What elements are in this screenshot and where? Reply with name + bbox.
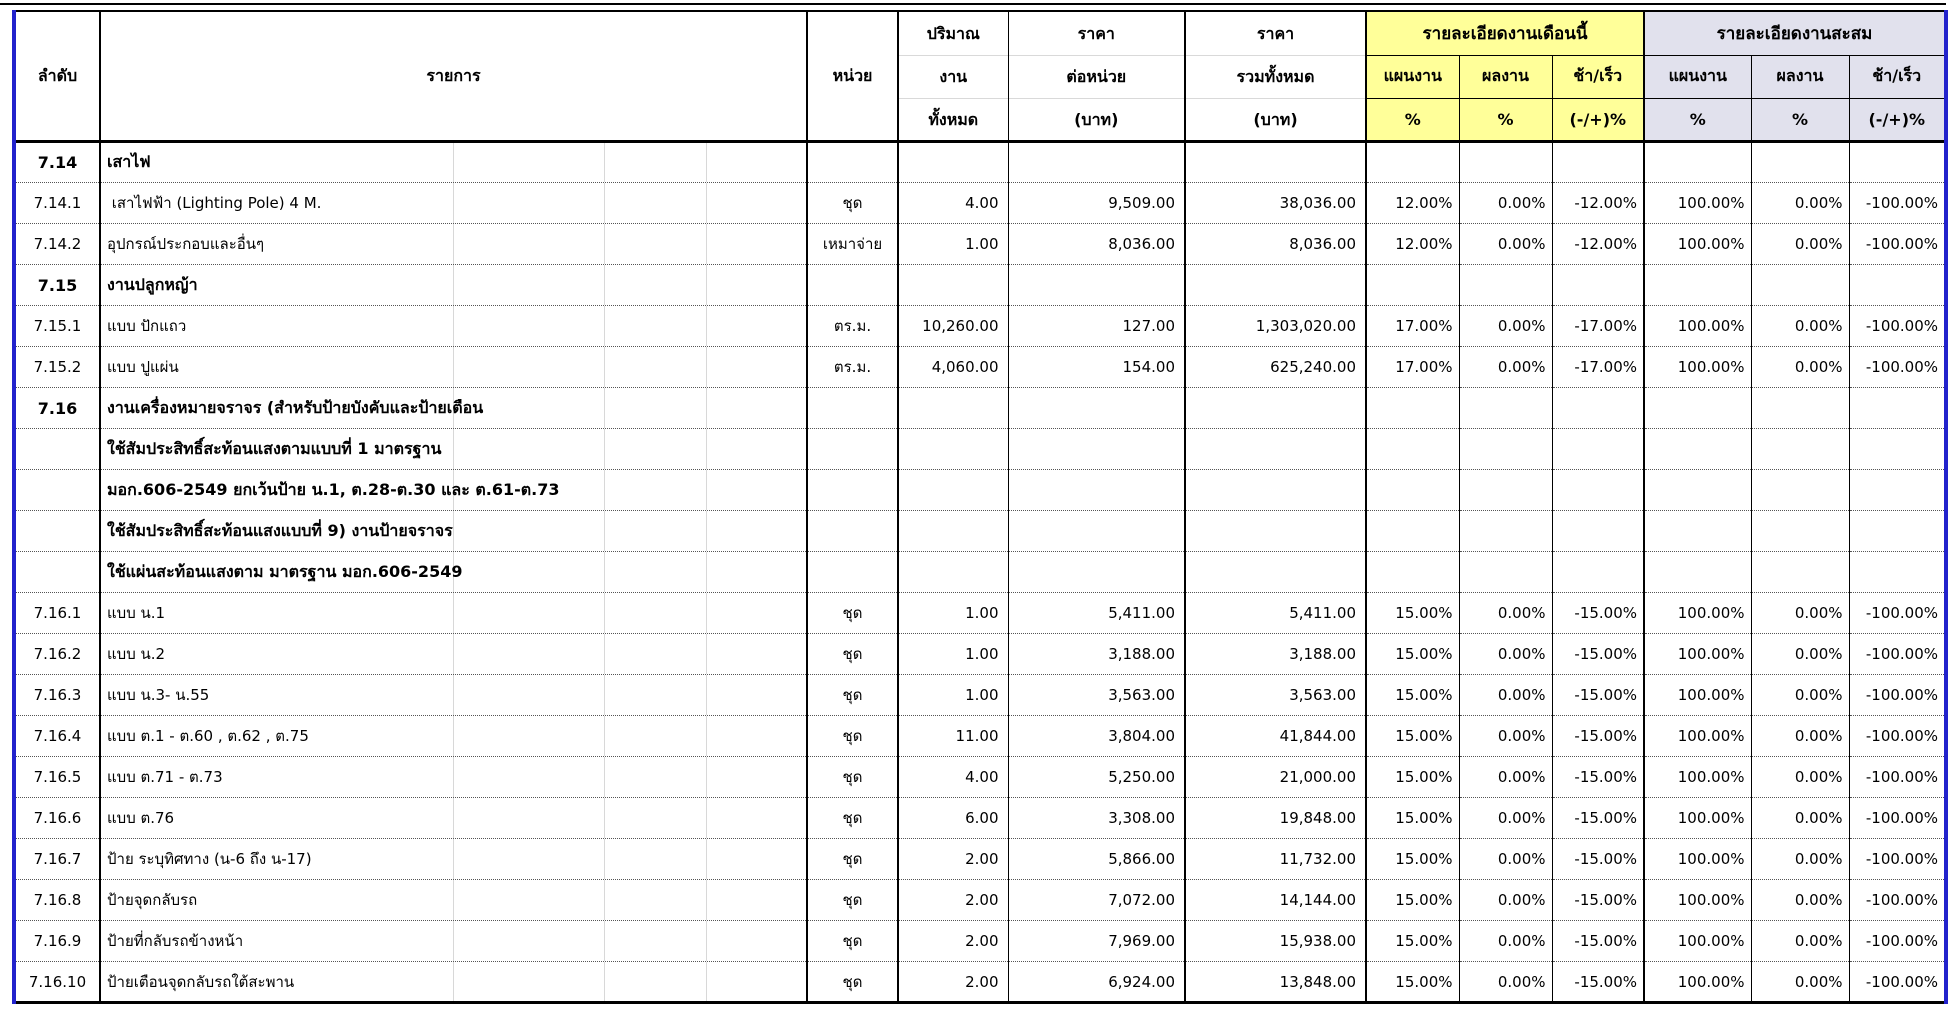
- cell-unit-price: 6,924.00: [1008, 962, 1185, 1003]
- table-row: [14, 429, 1946, 470]
- table-body: [14, 142, 1946, 1003]
- header-cum-plan: แผนงาน: [1644, 55, 1751, 98]
- cell-no: [14, 429, 100, 470]
- cell-unit: [807, 429, 898, 470]
- cell-month-actual: 0.00%: [1459, 593, 1552, 634]
- header-month-actual-unit: %: [1459, 98, 1552, 141]
- cell-cum-plan: [1644, 429, 1751, 470]
- cell-unit-price: [1008, 552, 1185, 593]
- cell-total-price: 21,000.00: [1185, 757, 1366, 798]
- cell-month-plan: [1366, 142, 1459, 183]
- cell-cum-diff: [1849, 142, 1946, 183]
- cell-item: แบบ ต.71 - ต.73: [100, 757, 807, 798]
- cell-no: 7.16.10: [14, 962, 100, 1003]
- cell-no: 7.16.9: [14, 921, 100, 962]
- cell-unit: [807, 142, 898, 183]
- cell-cum-actual: [1751, 511, 1849, 552]
- cell-cum-plan: 100.00%: [1644, 921, 1751, 962]
- cell-cum-plan: 100.00%: [1644, 757, 1751, 798]
- cell-quantity: [898, 429, 1008, 470]
- cell-month-diff: -15.00%: [1552, 634, 1644, 675]
- cell-month-actual: [1459, 388, 1552, 429]
- cell-cum-actual: 0.00%: [1751, 880, 1849, 921]
- cell-quantity: [898, 470, 1008, 511]
- cell-month-plan: 12.00%: [1366, 224, 1459, 265]
- table-row: [14, 921, 1946, 962]
- cell-item: อุปกรณ์ประกอบและอื่นๆ: [100, 224, 807, 265]
- cell-month-plan: 15.00%: [1366, 798, 1459, 839]
- cell-cum-plan: 100.00%: [1644, 634, 1751, 675]
- cell-total-price: 11,732.00: [1185, 839, 1366, 880]
- cell-no: 7.16.1: [14, 593, 100, 634]
- cell-month-diff: [1552, 388, 1644, 429]
- cell-no: 7.15: [14, 265, 100, 306]
- table-row: [14, 757, 1946, 798]
- cell-unit: [807, 388, 898, 429]
- header-month-actual: ผลงาน: [1459, 55, 1552, 98]
- cell-no: [14, 511, 100, 552]
- cell-unit: [807, 511, 898, 552]
- cell-total-price: 3,563.00: [1185, 675, 1366, 716]
- cell-month-plan: 15.00%: [1366, 880, 1459, 921]
- cell-item: แบบ ต.1 - ต.60 , ต.62 , ต.75: [100, 716, 807, 757]
- cell-unit: ชุด: [807, 634, 898, 675]
- cell-cum-diff: -100.00%: [1849, 224, 1946, 265]
- cell-cum-diff: -100.00%: [1849, 839, 1946, 880]
- cell-cum-diff: [1849, 265, 1946, 306]
- cell-month-diff: -15.00%: [1552, 798, 1644, 839]
- cell-unit-price: 3,188.00: [1008, 634, 1185, 675]
- header-cum-diff: ช้า/เร็ว: [1849, 55, 1946, 98]
- cell-unit: ชุด: [807, 757, 898, 798]
- cell-no: 7.16.8: [14, 880, 100, 921]
- cell-quantity: 2.00: [898, 962, 1008, 1003]
- cell-no: 7.16.7: [14, 839, 100, 880]
- cell-item: ใช้สัมประสิทธิ์สะท้อนแสงแบบที่ 9) งานป้ายจราจร: [100, 511, 807, 552]
- header-group-cumulative: รายละเอียดงานสะสม: [1644, 11, 1946, 55]
- cell-month-diff: -15.00%: [1552, 757, 1644, 798]
- cell-cum-diff: -100.00%: [1849, 798, 1946, 839]
- cell-cum-plan: 100.00%: [1644, 306, 1751, 347]
- cell-item: แบบ น.1: [100, 593, 807, 634]
- cell-cum-diff: -100.00%: [1849, 757, 1946, 798]
- cell-unit: เหมาจ่าย: [807, 224, 898, 265]
- cell-cum-actual: [1751, 552, 1849, 593]
- cell-cum-actual: 0.00%: [1751, 798, 1849, 839]
- cell-month-diff: [1552, 511, 1644, 552]
- table-row: [14, 388, 1946, 429]
- cell-no: 7.16.2: [14, 634, 100, 675]
- cell-unit-price: [1008, 265, 1185, 306]
- cell-month-diff: -15.00%: [1552, 675, 1644, 716]
- cell-cum-actual: 0.00%: [1751, 921, 1849, 962]
- cell-item: ป้ายที่กลับรถข้างหน้า: [100, 921, 807, 962]
- cell-cum-actual: 0.00%: [1751, 962, 1849, 1003]
- cell-unit: ชุด: [807, 921, 898, 962]
- cell-month-plan: [1366, 552, 1459, 593]
- cell-quantity: [898, 511, 1008, 552]
- cell-total-price: 5,411.00: [1185, 593, 1366, 634]
- cell-no: 7.16.6: [14, 798, 100, 839]
- cell-item: งานปลูกหญ้า: [100, 265, 807, 306]
- header-month-plan: แผนงาน: [1366, 55, 1459, 98]
- cell-quantity: 1.00: [898, 224, 1008, 265]
- header-no: ลำดับ: [14, 11, 100, 142]
- cell-cum-plan: [1644, 511, 1751, 552]
- cell-cum-plan: [1644, 265, 1751, 306]
- cell-cum-plan: [1644, 552, 1751, 593]
- header-cum-actual-unit: %: [1751, 98, 1849, 141]
- table-row: [14, 634, 1946, 675]
- progress-table: [12, 10, 1948, 1004]
- table-row: [14, 716, 1946, 757]
- cell-month-diff: -17.00%: [1552, 347, 1644, 388]
- cell-item: ป้ายเตือนจุดกลับรถใต้สะพาน: [100, 962, 807, 1003]
- cell-cum-actual: 0.00%: [1751, 306, 1849, 347]
- cell-cum-actual: [1751, 388, 1849, 429]
- cell-month-plan: [1366, 511, 1459, 552]
- table-row: [14, 962, 1946, 1003]
- cell-month-actual: 0.00%: [1459, 839, 1552, 880]
- cell-cum-actual: 0.00%: [1751, 675, 1849, 716]
- cell-unit: ชุด: [807, 675, 898, 716]
- cell-unit-price: [1008, 429, 1185, 470]
- cell-no: [14, 552, 100, 593]
- cell-unit-price: 7,969.00: [1008, 921, 1185, 962]
- cell-month-plan: 15.00%: [1366, 675, 1459, 716]
- cell-quantity: 6.00: [898, 798, 1008, 839]
- table-row: [14, 224, 1946, 265]
- cell-quantity: [898, 265, 1008, 306]
- cell-cum-actual: [1751, 265, 1849, 306]
- cell-month-diff: -12.00%: [1552, 183, 1644, 224]
- table-row: [14, 593, 1946, 634]
- cell-unit-price: 154.00: [1008, 347, 1185, 388]
- cell-quantity: 4.00: [898, 183, 1008, 224]
- cell-month-actual: 0.00%: [1459, 224, 1552, 265]
- cell-item: เสาไฟฟ้า (Lighting Pole) 4 M.: [100, 183, 807, 224]
- cell-month-plan: 15.00%: [1366, 593, 1459, 634]
- cell-quantity: 1.00: [898, 634, 1008, 675]
- cell-total-price: [1185, 552, 1366, 593]
- cell-cum-plan: 100.00%: [1644, 716, 1751, 757]
- header-unit: หน่วย: [807, 11, 898, 142]
- cell-unit: ชุด: [807, 716, 898, 757]
- cell-quantity: [898, 388, 1008, 429]
- cell-cum-actual: [1751, 470, 1849, 511]
- header-group-month: รายละเอียดงานเดือนนี้: [1366, 11, 1644, 55]
- cell-month-actual: 0.00%: [1459, 347, 1552, 388]
- cell-cum-plan: 100.00%: [1644, 224, 1751, 265]
- cell-cum-plan: [1644, 142, 1751, 183]
- table-row: [14, 265, 1946, 306]
- table-row: [14, 552, 1946, 593]
- cell-unit: ตร.ม.: [807, 347, 898, 388]
- cell-unit-price: [1008, 470, 1185, 511]
- cell-month-plan: 15.00%: [1366, 634, 1459, 675]
- cell-cum-plan: 100.00%: [1644, 962, 1751, 1003]
- cell-item: แบบ น.2: [100, 634, 807, 675]
- cell-cum-actual: 0.00%: [1751, 757, 1849, 798]
- cell-cum-diff: -100.00%: [1849, 716, 1946, 757]
- cell-cum-diff: -100.00%: [1849, 962, 1946, 1003]
- cell-cum-diff: -100.00%: [1849, 593, 1946, 634]
- cell-cum-diff: -100.00%: [1849, 347, 1946, 388]
- cell-month-diff: -12.00%: [1552, 224, 1644, 265]
- table-row: [14, 142, 1946, 183]
- cell-total-price: [1185, 429, 1366, 470]
- cell-month-diff: -15.00%: [1552, 593, 1644, 634]
- table-row: [14, 675, 1946, 716]
- cell-cum-plan: [1644, 470, 1751, 511]
- cell-quantity: 2.00: [898, 839, 1008, 880]
- cell-month-diff: [1552, 429, 1644, 470]
- cell-cum-diff: [1849, 470, 1946, 511]
- cell-month-actual: 0.00%: [1459, 183, 1552, 224]
- cell-unit-price: 3,563.00: [1008, 675, 1185, 716]
- cell-month-plan: 15.00%: [1366, 839, 1459, 880]
- cell-unit: ชุด: [807, 880, 898, 921]
- cell-unit-price: 3,804.00: [1008, 716, 1185, 757]
- cell-quantity: 10,260.00: [898, 306, 1008, 347]
- cell-unit-price: [1008, 142, 1185, 183]
- cell-month-actual: 0.00%: [1459, 675, 1552, 716]
- cell-month-diff: -17.00%: [1552, 306, 1644, 347]
- cell-cum-diff: -100.00%: [1849, 306, 1946, 347]
- cell-cum-actual: [1751, 142, 1849, 183]
- cell-unit: ชุด: [807, 593, 898, 634]
- cell-month-diff: -15.00%: [1552, 880, 1644, 921]
- cell-total-price: 19,848.00: [1185, 798, 1366, 839]
- cell-cum-actual: 0.00%: [1751, 183, 1849, 224]
- cell-cum-actual: 0.00%: [1751, 347, 1849, 388]
- cell-total-price: 625,240.00: [1185, 347, 1366, 388]
- cell-no: 7.14.1: [14, 183, 100, 224]
- cell-unit: [807, 470, 898, 511]
- cell-month-actual: 0.00%: [1459, 306, 1552, 347]
- cell-month-diff: -15.00%: [1552, 716, 1644, 757]
- cell-month-diff: -15.00%: [1552, 921, 1644, 962]
- cell-month-actual: 0.00%: [1459, 634, 1552, 675]
- table-row: [14, 880, 1946, 921]
- cell-cum-plan: 100.00%: [1644, 798, 1751, 839]
- cell-month-actual: 0.00%: [1459, 962, 1552, 1003]
- cell-month-actual: [1459, 265, 1552, 306]
- spreadsheet-print-view: [12, 10, 1948, 1004]
- table-row: [14, 511, 1946, 552]
- cell-month-actual: [1459, 142, 1552, 183]
- cell-month-actual: 0.00%: [1459, 757, 1552, 798]
- table-row: [14, 183, 1946, 224]
- cell-cum-plan: 100.00%: [1644, 880, 1751, 921]
- header-quantity: ปริมาณ งาน ทั้งหมด: [898, 11, 1008, 142]
- cell-no: 7.16: [14, 388, 100, 429]
- cell-month-actual: 0.00%: [1459, 798, 1552, 839]
- cell-month-actual: [1459, 429, 1552, 470]
- cell-item: แบบ ปูแผ่น: [100, 347, 807, 388]
- cell-item: ใช้สัมประสิทธิ์สะท้อนแสงตามแบบที่ 1 มาตรฐาน: [100, 429, 807, 470]
- cell-total-price: 14,144.00: [1185, 880, 1366, 921]
- cell-total-price: 1,303,020.00: [1185, 306, 1366, 347]
- cell-unit: ชุด: [807, 798, 898, 839]
- cell-quantity: 4.00: [898, 757, 1008, 798]
- cell-unit-price: 5,866.00: [1008, 839, 1185, 880]
- cell-unit-price: 9,509.00: [1008, 183, 1185, 224]
- cell-unit-price: 127.00: [1008, 306, 1185, 347]
- cell-month-actual: [1459, 511, 1552, 552]
- cell-cum-plan: 100.00%: [1644, 183, 1751, 224]
- cell-no: 7.14: [14, 142, 100, 183]
- cell-item: แบบ ต.76: [100, 798, 807, 839]
- header-cum-plan-unit: %: [1644, 98, 1751, 141]
- table-row: [14, 839, 1946, 880]
- cell-cum-actual: 0.00%: [1751, 634, 1849, 675]
- header-item: รายการ: [100, 11, 807, 142]
- cell-no: 7.16.4: [14, 716, 100, 757]
- cell-unit-price: 5,250.00: [1008, 757, 1185, 798]
- cell-cum-plan: 100.00%: [1644, 347, 1751, 388]
- cell-item: มอก.606-2549 ยกเว้นป้าย น.1, ต.28-ต.30 และ ต.61-ต.73: [100, 470, 807, 511]
- cell-month-plan: 17.00%: [1366, 347, 1459, 388]
- cell-cum-diff: [1849, 388, 1946, 429]
- header-month-plan-unit: %: [1366, 98, 1459, 141]
- table-header: [14, 11, 1946, 142]
- cell-item: แบบ ปักแถว: [100, 306, 807, 347]
- cell-cum-diff: -100.00%: [1849, 921, 1946, 962]
- cell-no: [14, 470, 100, 511]
- cell-no: 7.15.2: [14, 347, 100, 388]
- cell-total-price: 3,188.00: [1185, 634, 1366, 675]
- cell-total-price: [1185, 388, 1366, 429]
- cell-cum-plan: 100.00%: [1644, 593, 1751, 634]
- cell-month-diff: -15.00%: [1552, 839, 1644, 880]
- cell-month-actual: 0.00%: [1459, 880, 1552, 921]
- cell-unit: ตร.ม.: [807, 306, 898, 347]
- cell-total-price: 38,036.00: [1185, 183, 1366, 224]
- cell-month-actual: [1459, 552, 1552, 593]
- cell-cum-actual: 0.00%: [1751, 224, 1849, 265]
- cell-cum-actual: 0.00%: [1751, 839, 1849, 880]
- cell-item: ป้าย ระบุทิศทาง (น-6 ถึง น-17): [100, 839, 807, 880]
- cell-unit: ชุด: [807, 183, 898, 224]
- cell-month-plan: 15.00%: [1366, 716, 1459, 757]
- cell-item: งานเครื่องหมายจราจร (สำหรับป้ายบังคับและป้ายเตือน: [100, 388, 807, 429]
- cell-month-plan: [1366, 388, 1459, 429]
- cell-month-plan: [1366, 429, 1459, 470]
- cell-month-actual: 0.00%: [1459, 716, 1552, 757]
- table-row: [14, 347, 1946, 388]
- cell-month-plan: [1366, 265, 1459, 306]
- header-unit-price: ราคา ต่อหน่วย (บาท): [1008, 11, 1185, 142]
- cell-unit-price: [1008, 388, 1185, 429]
- header-month-diff-unit: (-/+)%: [1552, 98, 1644, 141]
- cell-cum-diff: [1849, 429, 1946, 470]
- cell-quantity: [898, 142, 1008, 183]
- cell-quantity: 2.00: [898, 880, 1008, 921]
- cell-month-diff: -15.00%: [1552, 962, 1644, 1003]
- table-row: [14, 306, 1946, 347]
- cell-cum-actual: [1751, 429, 1849, 470]
- cell-cum-diff: -100.00%: [1849, 880, 1946, 921]
- cell-total-price: 15,938.00: [1185, 921, 1366, 962]
- page-top-rule: [0, 3, 1946, 5]
- cell-unit: ชุด: [807, 839, 898, 880]
- cell-item: ป้ายจุดกลับรถ: [100, 880, 807, 921]
- cell-item: เสาไฟ: [100, 142, 807, 183]
- cell-item: ใช้แผ่นสะท้อนแสงตาม มาตรฐาน มอก.606-2549: [100, 552, 807, 593]
- cell-quantity: 1.00: [898, 675, 1008, 716]
- cell-cum-plan: [1644, 388, 1751, 429]
- cell-total-price: 13,848.00: [1185, 962, 1366, 1003]
- cell-no: 7.14.2: [14, 224, 100, 265]
- table-row: [14, 798, 1946, 839]
- header-month-diff: ช้า/เร็ว: [1552, 55, 1644, 98]
- cell-quantity: 2.00: [898, 921, 1008, 962]
- cell-cum-diff: -100.00%: [1849, 183, 1946, 224]
- cell-unit: [807, 552, 898, 593]
- cell-unit: [807, 265, 898, 306]
- table-row: [14, 470, 1946, 511]
- cell-cum-diff: -100.00%: [1849, 675, 1946, 716]
- cell-month-actual: 0.00%: [1459, 921, 1552, 962]
- header-total-price: ราคา รวมทั้งหมด (บาท): [1185, 11, 1366, 142]
- cell-month-diff: [1552, 552, 1644, 593]
- cell-month-plan: 17.00%: [1366, 306, 1459, 347]
- cell-unit-price: 3,308.00: [1008, 798, 1185, 839]
- header-cum-actual: ผลงาน: [1751, 55, 1849, 98]
- cell-total-price: [1185, 265, 1366, 306]
- cell-month-plan: 15.00%: [1366, 757, 1459, 798]
- cell-cum-plan: 100.00%: [1644, 839, 1751, 880]
- cell-cum-diff: [1849, 552, 1946, 593]
- cell-total-price: 41,844.00: [1185, 716, 1366, 757]
- cell-cum-actual: 0.00%: [1751, 593, 1849, 634]
- cell-no: 7.16.5: [14, 757, 100, 798]
- cell-quantity: 1.00: [898, 593, 1008, 634]
- cell-month-actual: [1459, 470, 1552, 511]
- cell-total-price: 8,036.00: [1185, 224, 1366, 265]
- cell-month-diff: [1552, 470, 1644, 511]
- cell-quantity: 4,060.00: [898, 347, 1008, 388]
- cell-cum-plan: 100.00%: [1644, 675, 1751, 716]
- cell-month-diff: [1552, 265, 1644, 306]
- cell-total-price: [1185, 470, 1366, 511]
- cell-month-plan: [1366, 470, 1459, 511]
- cell-unit: ชุด: [807, 962, 898, 1003]
- cell-quantity: 11.00: [898, 716, 1008, 757]
- cell-item: แบบ น.3- น.55: [100, 675, 807, 716]
- cell-unit-price: 7,072.00: [1008, 880, 1185, 921]
- cell-month-diff: [1552, 142, 1644, 183]
- cell-cum-actual: 0.00%: [1751, 716, 1849, 757]
- cell-month-plan: 15.00%: [1366, 921, 1459, 962]
- cell-cum-diff: [1849, 511, 1946, 552]
- cell-cum-diff: -100.00%: [1849, 634, 1946, 675]
- cell-total-price: [1185, 511, 1366, 552]
- cell-quantity: [898, 552, 1008, 593]
- cell-unit-price: 8,036.00: [1008, 224, 1185, 265]
- cell-month-plan: 15.00%: [1366, 962, 1459, 1003]
- header-cum-diff-unit: (-/+)%: [1849, 98, 1946, 141]
- cell-month-plan: 12.00%: [1366, 183, 1459, 224]
- cell-unit-price: [1008, 511, 1185, 552]
- cell-unit-price: 5,411.00: [1008, 593, 1185, 634]
- cell-no: 7.16.3: [14, 675, 100, 716]
- cell-total-price: [1185, 142, 1366, 183]
- cell-no: 7.15.1: [14, 306, 100, 347]
